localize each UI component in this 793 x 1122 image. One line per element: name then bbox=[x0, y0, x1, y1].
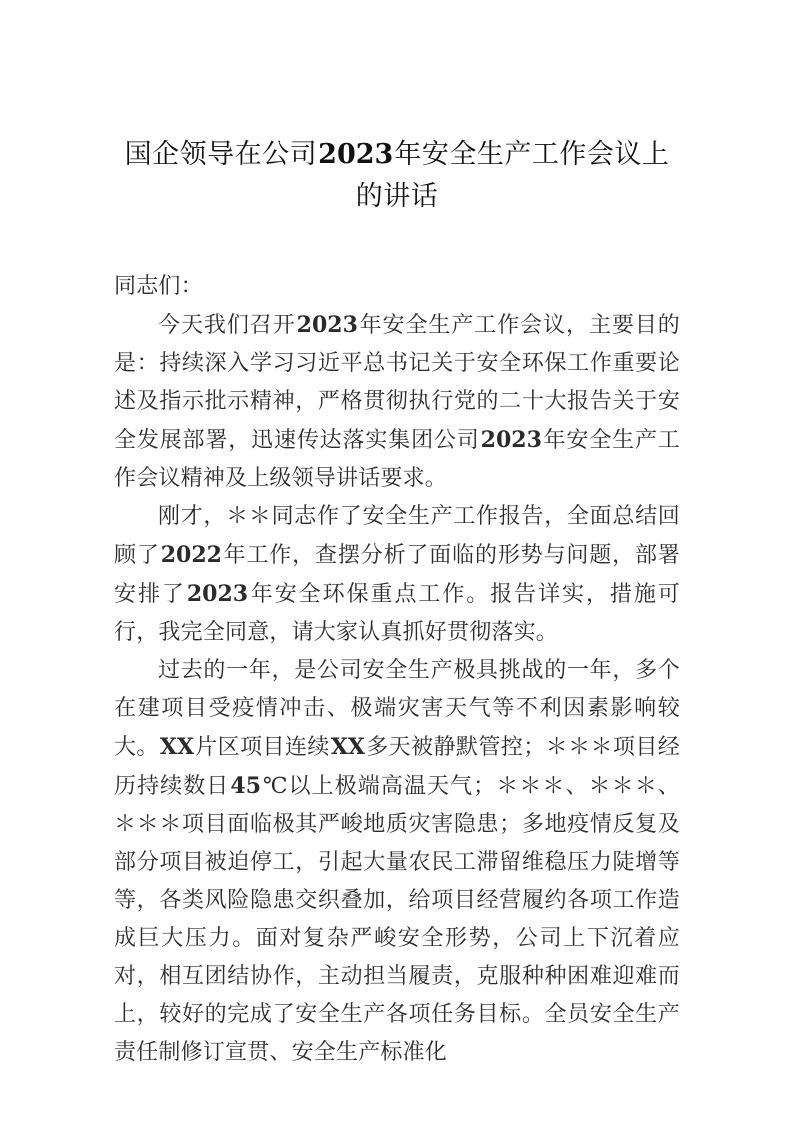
body-paragraph-2: 刚才，＊＊同志作了安全生产工作报告，全面总结回顾了2022年工作，查摆分析了面临的形势与问题，部署安排了2023年安全环保重点工作。报告详实，措施可行，我完全同意，请大家认真抓好贯彻落实。 bbox=[114, 504, 680, 645]
page-title: 国企领导在公司2023年安全生产工作会议上的讲话 bbox=[124, 139, 670, 212]
body-paragraph-1: 今天我们召开2023年安全生产工作会议，主要目的是：持续深入学习习近平总书记关于安全环保工作重要论述及指示批示精神，严格贯彻执行党的二十大报告关于安全发展部署，迅速传达落实集团公司2023年安全生产工作会议精神及上级领导讲话要求。 bbox=[114, 312, 681, 491]
document-text-column bbox=[114, 0, 680, 1072]
title-body-spacer bbox=[114, 218, 680, 268]
salutation: 同志们： bbox=[114, 274, 203, 299]
body-paragraph-3: 过去的一年，是公司安全生产极具挑战的一年，多个在建项目受疫情冲击、极端灾害天气等不利因素影响较大。XX片区项目连续XX多天被静默管控；＊＊＊项目经历持续数日45℃以上极端高温天气；＊＊＊、＊＊＊、＊＊＊项目面临极其严峻地质灾害隐患；多地疫情反复及部分项目被迫停工，引起大量农民工滞留维稳压力陡增等等，各类风险隐患交织叠加，给项目经营履约各项工作造成巨大压力。面对复杂严峻安全形势，公司上下沉着应对，相互团结协作，主动担当履责，克服种种困难迎难而上，较好的完成了安全生产各项任务目标。全员安全生产责任制修订宣贯、安全生产标准化 bbox=[114, 658, 680, 1065]
